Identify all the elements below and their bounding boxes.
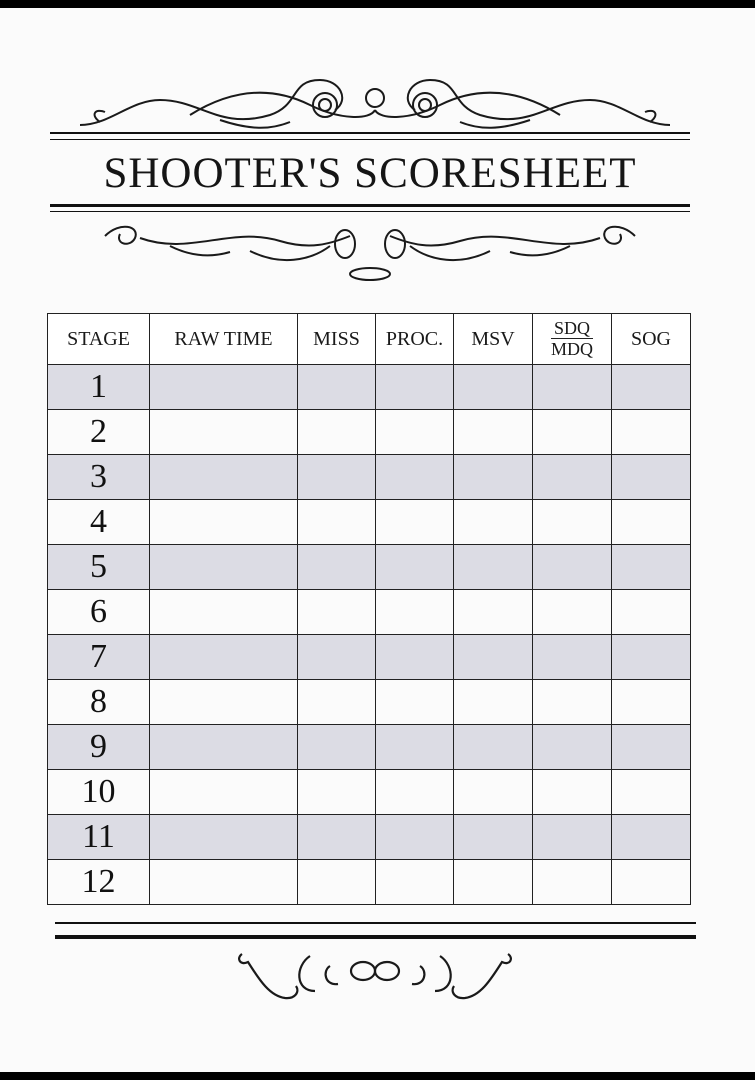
top-flourish-icon [70,70,680,140]
col-header-sog: SOG [612,314,691,365]
stage-number: 3 [48,455,150,500]
raw-time-cell[interactable] [150,680,298,725]
sog-cell[interactable] [612,410,691,455]
miss-cell[interactable] [298,860,376,905]
score-table [47,313,691,905]
proc-cell[interactable] [376,680,454,725]
miss-cell[interactable] [298,815,376,860]
stage-number: 5 [48,545,150,590]
msv-cell[interactable] [454,635,533,680]
sog-cell[interactable] [612,815,691,860]
footer-flourish-icon [230,936,520,1016]
msv-cell[interactable] [454,680,533,725]
proc-cell[interactable] [376,365,454,410]
col-header-stage: STAGE [48,314,150,365]
msv-cell[interactable] [454,545,533,590]
table-row [48,455,691,500]
miss-cell[interactable] [298,410,376,455]
raw-time-cell[interactable] [150,635,298,680]
sog-cell[interactable] [612,770,691,815]
table-row [48,860,691,905]
sdq-mdq-cell[interactable] [533,410,612,455]
table-row [48,365,691,410]
raw-time-cell[interactable] [150,860,298,905]
stage-number: 12 [48,860,150,905]
sdq-mdq-cell[interactable] [533,545,612,590]
proc-cell[interactable] [376,635,454,680]
stage-number: 7 [48,635,150,680]
sog-cell[interactable] [612,545,691,590]
sdq-mdq-cell[interactable] [533,860,612,905]
table-row [48,815,691,860]
msv-cell[interactable] [454,365,533,410]
sdq-mdq-cell[interactable] [533,590,612,635]
msv-cell[interactable] [454,725,533,770]
sog-cell[interactable] [612,590,691,635]
sdq-mdq-cell[interactable] [533,500,612,545]
msv-cell[interactable] [454,815,533,860]
table-row [48,410,691,455]
scoresheet-paper [0,8,755,1072]
stage-number: 9 [48,725,150,770]
msv-cell[interactable] [454,500,533,545]
sog-cell[interactable] [612,635,691,680]
sog-cell[interactable] [612,455,691,500]
miss-cell[interactable] [298,635,376,680]
sdq-mdq-cell[interactable] [533,725,612,770]
stage-number: 4 [48,500,150,545]
col-header-raw-time: RAW TIME [150,314,298,365]
raw-time-cell[interactable] [150,815,298,860]
miss-cell[interactable] [298,545,376,590]
miss-cell[interactable] [298,725,376,770]
miss-cell[interactable] [298,590,376,635]
miss-cell[interactable] [298,680,376,725]
col-header-msv: MSV [454,314,533,365]
sog-cell[interactable] [612,860,691,905]
sdq-label: SDQ [551,318,593,339]
bottom-flourish-icon [100,216,640,286]
footer-thin-rule [55,922,696,924]
title-bottom-rule-2 [50,211,690,212]
table-row [48,680,691,725]
sdq-mdq-cell[interactable] [533,635,612,680]
col-header-sdq-mdq [533,314,612,365]
proc-cell[interactable] [376,455,454,500]
sdq-mdq-cell[interactable] [533,815,612,860]
miss-cell[interactable] [298,770,376,815]
sog-cell[interactable] [612,500,691,545]
table-header-row [48,314,691,365]
proc-cell[interactable] [376,410,454,455]
proc-cell[interactable] [376,725,454,770]
proc-cell[interactable] [376,815,454,860]
table-row [48,545,691,590]
mdq-label: MDQ [550,338,593,359]
msv-cell[interactable] [454,860,533,905]
table-row [48,770,691,815]
raw-time-cell[interactable] [150,500,298,545]
raw-time-cell[interactable] [150,770,298,815]
raw-time-cell[interactable] [150,410,298,455]
raw-time-cell[interactable] [150,365,298,410]
stage-number: 8 [48,680,150,725]
proc-cell[interactable] [376,545,454,590]
stage-number: 1 [48,365,150,410]
col-header-miss: MISS [298,314,376,365]
raw-time-cell[interactable] [150,725,298,770]
sdq-mdq-cell[interactable] [533,365,612,410]
miss-cell[interactable] [298,500,376,545]
proc-cell[interactable] [376,770,454,815]
msv-cell[interactable] [454,455,533,500]
title-top-rule-2 [50,139,690,140]
sog-cell[interactable] [612,725,691,770]
sog-cell[interactable] [612,680,691,725]
msv-cell[interactable] [454,770,533,815]
sdq-mdq-cell[interactable] [533,770,612,815]
sdq-mdq-cell[interactable] [533,680,612,725]
msv-cell[interactable] [454,590,533,635]
miss-cell[interactable] [298,365,376,410]
title-bottom-rule [50,204,690,207]
stage-number: 11 [48,815,150,860]
sog-cell[interactable] [612,365,691,410]
raw-time-cell[interactable] [150,455,298,500]
msv-cell[interactable] [454,410,533,455]
table-row [48,590,691,635]
stage-number: 6 [48,590,150,635]
page-title: SHOOTER'S SCORESHEET [103,150,637,197]
table-row [48,635,691,680]
proc-cell[interactable] [376,500,454,545]
title-top-rule [50,132,690,134]
col-header-proc: PROC. [376,314,454,365]
stage-number: 10 [48,770,150,815]
miss-cell[interactable] [298,455,376,500]
stage-number: 2 [48,410,150,455]
raw-time-cell[interactable] [150,590,298,635]
proc-cell[interactable] [376,590,454,635]
table-row [48,725,691,770]
proc-cell[interactable] [376,860,454,905]
raw-time-cell[interactable] [150,545,298,590]
table-row [48,500,691,545]
sdq-mdq-cell[interactable] [533,455,612,500]
